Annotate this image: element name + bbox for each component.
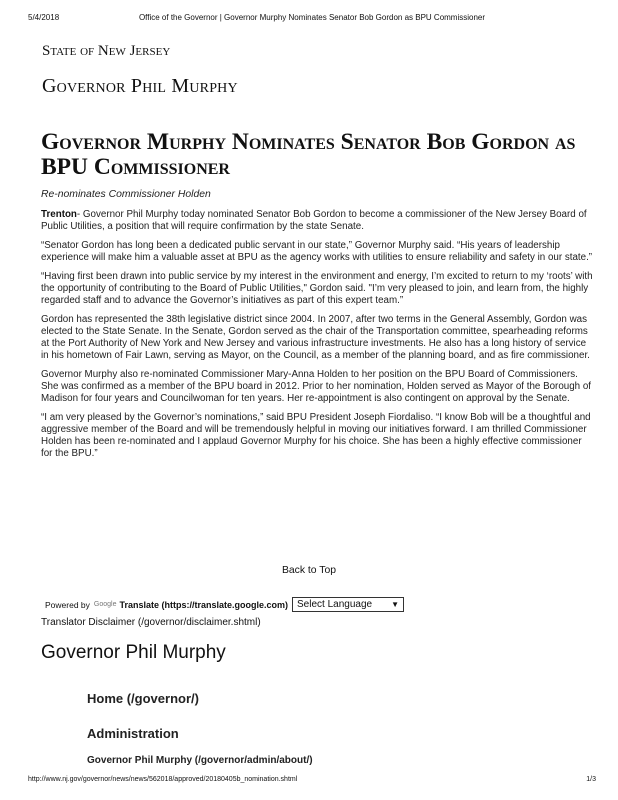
google-logo: Google (93, 601, 117, 608)
nav-home-link[interactable]: Home (/governor/) (87, 691, 199, 706)
print-footer (28, 776, 596, 783)
article-headline: Governor Murphy Nominates Senator Bob Gordon as BPU Commissioner (41, 129, 576, 180)
dateline: Trenton (41, 209, 77, 220)
site-title[interactable]: Governor Phil Murphy (42, 75, 238, 97)
google-translate-widget (45, 597, 404, 612)
paragraph-3: “Having first been drawn into public service by my interest in the environment and energy, I’m excited to return to my ‘roots’ with the opportunity of contributing to the Board of Public Utilities," Gordon said. "I’m very pleased to join, and learn from, the highly regarded staff and to advance the Governor’s initiatives as part of this expert team.” (41, 271, 593, 306)
paragraph-1-text: - Governor Phil Murphy today nominated Senator Bob Gordon to become a commissioner of the New Jersey Board of Public Utilities, a position that will require confirmation by the state Senate. (41, 209, 587, 232)
paragraph-4: Gordon has represented the 38th legislative district since 2004. In 2007, after two terms in the General Assembly, Gordon was elected to the State Senate. In the Senate, Gordon served as the chair of the Transportation committee, spearheading reforms at the Port Authority of New York and New Jersey and various infrastructure investments. He also has a long history of service in his hometown of Fair Lawn, serving as Mayor, on the Council, as a member of the planning board, and as fire commissioner. (41, 314, 590, 361)
paragraph-5: Governor Murphy also re-nominated Commissioner Mary-Anna Holden to her position on the BPU Board of Commissioners. She was confirmed as a member of the BPU board in 2012. Prior to her nomination, Holden served as Mayor of the Borough of Madison for four years and Councilwoman for ten years. Her re-appointment is also contingent on approval by the Senate. (41, 369, 592, 404)
print-page-title: Office of the Governor | Governor Murphy Nominates Senator Bob Gordon as BPU Commissioner (138, 13, 486, 22)
state-name[interactable]: State of New Jersey (42, 43, 171, 59)
back-to-top-link[interactable]: Back to Top (281, 565, 337, 576)
page-number: 1/3 (586, 776, 596, 783)
nav-administration: Administration (87, 726, 179, 741)
translator-disclaimer-link[interactable]: Translator Disclaimer (/governor/disclaimer.shtml) (41, 617, 261, 628)
article-body (41, 209, 593, 467)
print-url: http://www.nj.gov/governor/news/news/562018/approved/20180405b_nomination.shtml (28, 776, 298, 783)
paragraph-6: “I am very pleased by the Governor’s nominations,” said BPU President Joseph Fiordaliso. “I know Bob will be a thoughtful and aggressive member of the Board and will be tremendously helpful in moving our initiatives forward. I am thrilled Commissioner Holden has been re-nominated and I applaud Governor Murphy for his choice. She has been a highly effective commissioner for the BPU.” (41, 412, 591, 459)
dropdown-arrow-icon: ▼ (391, 600, 399, 609)
language-select-value: Select Language (297, 599, 373, 610)
footer-site-title: Governor Phil Murphy (41, 642, 226, 663)
paragraph-1 (41, 209, 593, 233)
nav-governor-link[interactable]: Governor Phil Murphy (/governor/admin/about/) (87, 755, 313, 766)
paragraph-2: “Senator Gordon has long been a dedicated public servant in our state,” Governor Murphy said. “His years of leadership experience will make him a valuable asset at BPU as the agency works with utilities to ensure reliability and safety in our state.” (41, 240, 593, 263)
language-select[interactable] (292, 597, 404, 612)
powered-by-label: Powered by (45, 599, 90, 610)
article-subhead: Re-nominates Commissioner Holden (41, 189, 211, 200)
translate-link[interactable]: Translate (https://translate.google.com) (119, 599, 288, 610)
print-date: 5/4/2018 (28, 13, 60, 22)
